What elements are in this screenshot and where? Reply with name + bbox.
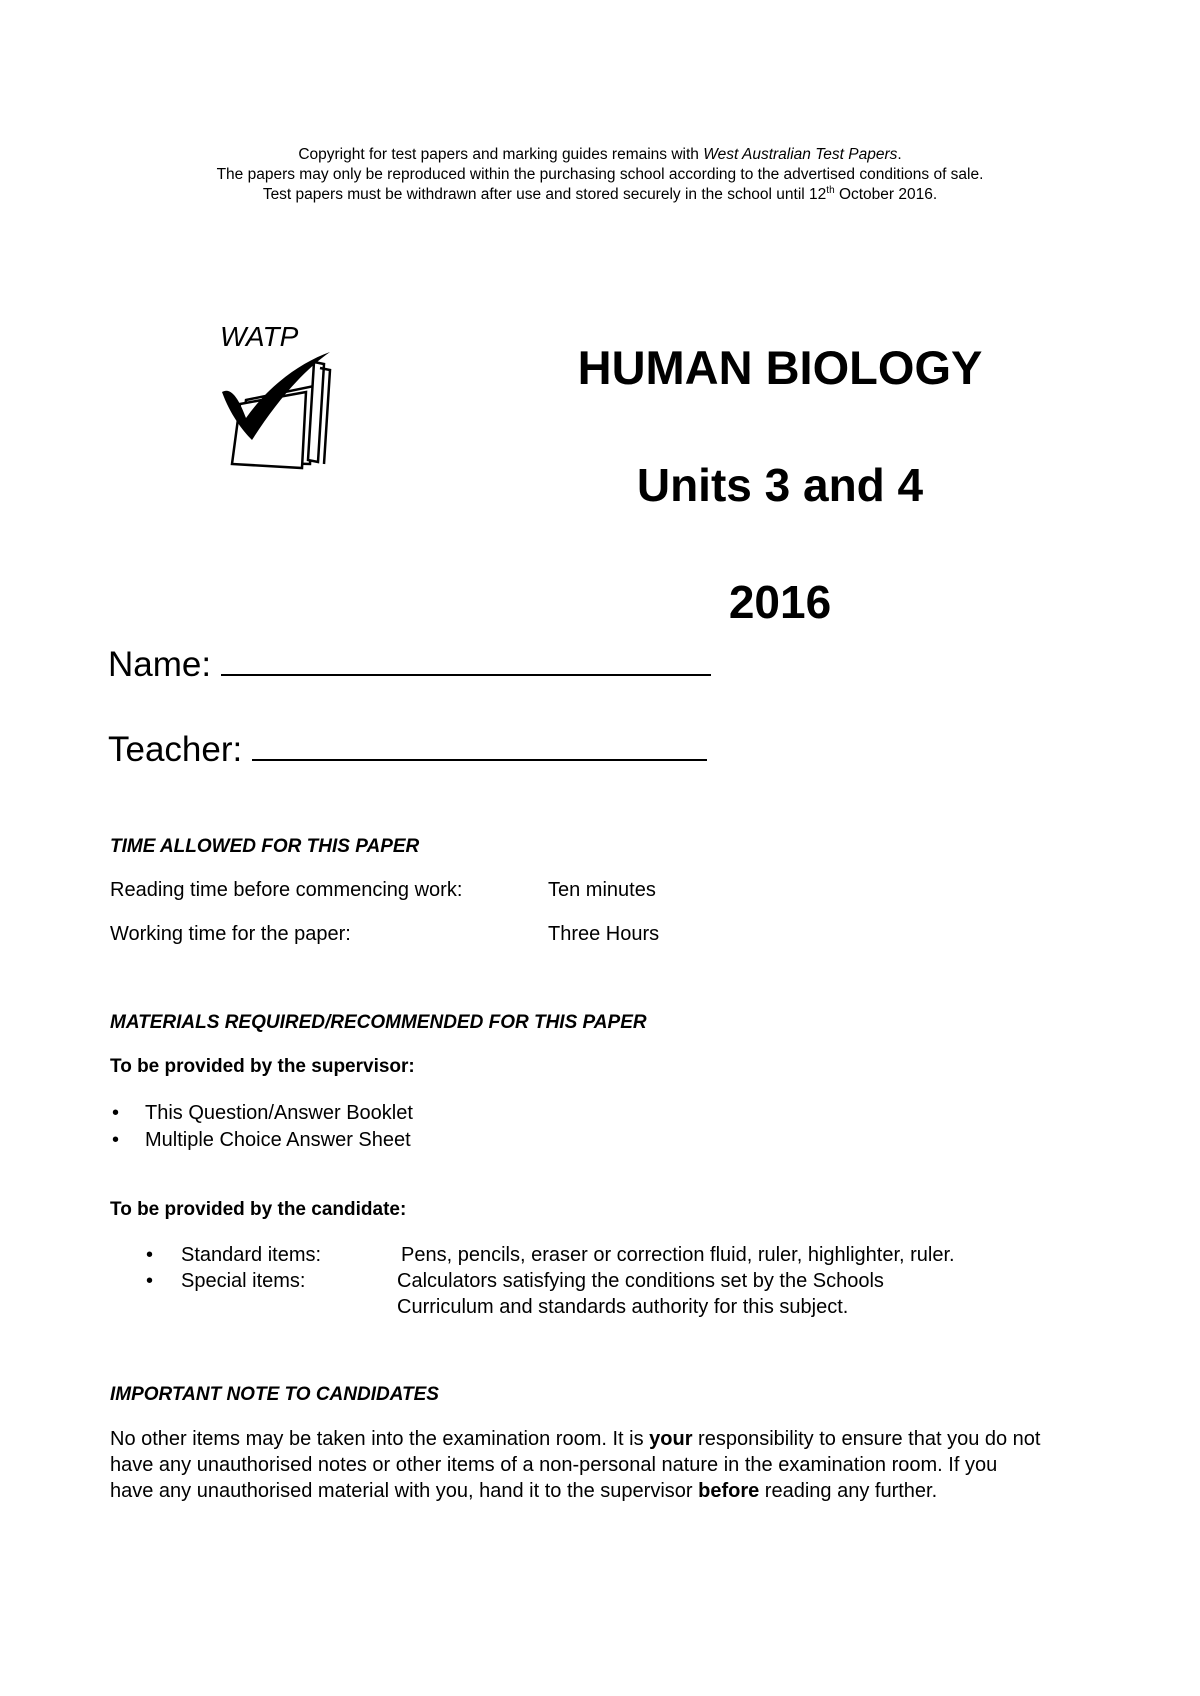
units-title: Units 3 and 4 [636, 459, 924, 511]
bullet: • [112, 1102, 120, 1124]
standard-items-label: Standard items: [181, 1244, 322, 1266]
copyright-notice [0, 145, 1200, 205]
name-field [108, 645, 711, 685]
year-title: 2016 [728, 576, 832, 628]
name-label: Name: [108, 645, 212, 684]
note-heading: IMPORTANT NOTE TO CANDIDATES [110, 1384, 439, 1405]
note-line-1: No other items may be taken into the examination room. It is your responsibility to ensure that you do not [110, 1428, 1041, 1450]
copyright-line-3: Test papers must be withdrawn after use and stored securely in the school until 12th October 2016. [262, 184, 938, 203]
special-items-value-line1: Calculators satisfying the conditions set by the Schools [397, 1270, 884, 1292]
copyright-line-2: The papers may only be reproduced within the purchasing school according to the advertised conditions of sale. [216, 166, 984, 183]
teacher-blank-line[interactable] [252, 731, 707, 761]
emphasis-your: your [649, 1428, 693, 1450]
emphasis-before: before [698, 1480, 760, 1502]
working-time-label: Working time for the paper: [110, 923, 351, 945]
watp-logo [218, 322, 348, 472]
teacher-label: Teacher: [108, 730, 243, 769]
bullet: • [146, 1270, 154, 1292]
materials-heading: MATERIALS REQUIRED/RECOMMENDED FOR THIS PAPER [110, 1012, 647, 1033]
note-line-3: have any unauthorised material with you, hand it to the supervisor before reading any further. [110, 1480, 938, 1502]
subject-title: HUMAN BIOLOGY [577, 341, 983, 394]
standard-items-value: Pens, pencils, eraser or correction fluid, ruler, highlighter, ruler. [401, 1244, 955, 1266]
reading-time-value: Ten minutes [548, 879, 656, 901]
supervisor-item: This Question/Answer Booklet [145, 1102, 413, 1124]
working-time-value: Three Hours [548, 923, 660, 945]
publisher-name: West Australian Test Papers [703, 146, 898, 163]
special-items-value-line2: Curriculum and standards authority for this subject. [397, 1296, 849, 1318]
special-items-label: Special items: [181, 1270, 306, 1292]
candidate-heading: To be provided by the candidate: [110, 1199, 407, 1220]
supervisor-item: Multiple Choice Answer Sheet [145, 1129, 411, 1151]
logo-text: WATP [220, 322, 299, 352]
reading-time-label: Reading time before commencing work: [110, 879, 463, 901]
copyright-line-1: Copyright for test papers and marking guides remains with West Australian Test Papers. [298, 146, 902, 163]
name-blank-line[interactable] [221, 646, 711, 676]
time-heading: TIME ALLOWED FOR THIS PAPER [110, 836, 420, 857]
supervisor-heading: To be provided by the supervisor: [110, 1056, 415, 1077]
bullet: • [146, 1244, 154, 1266]
note-line-2: have any unauthorised notes or other items of a non-personal nature in the examination room. If you [110, 1454, 998, 1476]
bullet: • [112, 1129, 120, 1151]
teacher-field [108, 730, 707, 770]
